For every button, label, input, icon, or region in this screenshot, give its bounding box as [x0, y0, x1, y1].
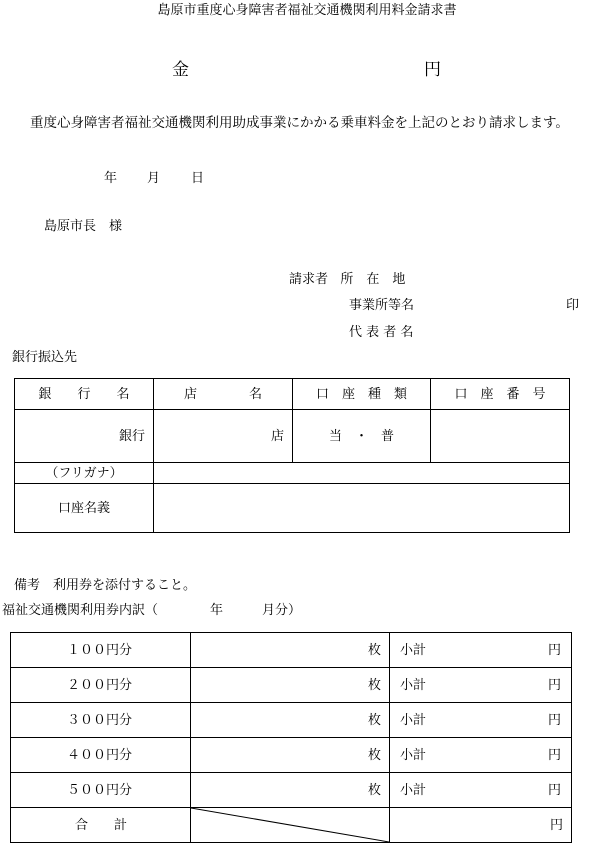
ticket-subtotal-field[interactable] [390, 773, 572, 808]
date-month-label: 月 [147, 171, 161, 186]
ticket-count-field[interactable]: 枚 [191, 668, 390, 703]
yen-unit: 円 [547, 642, 561, 658]
ticket-count-field[interactable]: 枚 [191, 703, 390, 738]
yen-unit: 円 [547, 712, 561, 728]
date-year-label: 年 [104, 171, 118, 186]
branch-name-field[interactable]: 店 [154, 410, 293, 463]
branch-name-header: 店 名 [154, 379, 293, 410]
account-type-field[interactable]: 当 ・ 普 [293, 410, 431, 463]
bank-section-title: 銀行振込先 [12, 350, 78, 365]
total-row [11, 808, 572, 843]
yen-unit: 円 [547, 677, 561, 693]
ticket-denomination: ３００円分 [11, 703, 191, 738]
account-type-header: 口 座 種 類 [293, 379, 431, 410]
office-name-label: 事業所等名 [349, 298, 415, 313]
ticket-subtotal-field[interactable] [390, 633, 572, 668]
total-label: 合 計 [11, 808, 191, 843]
account-number-header: 口 座 番 号 [431, 379, 570, 410]
account-holder-label: 口座名義 [15, 484, 154, 533]
address-label: 所 在 地 [340, 272, 406, 287]
yen-unit: 円 [547, 782, 561, 798]
bank-transfer-table [14, 378, 570, 533]
furigana-field[interactable] [154, 463, 570, 484]
representative-label: 代 表 者 名 [349, 325, 414, 340]
table-row [11, 668, 572, 703]
subtotal-label: 小計 [400, 782, 427, 798]
account-holder-field[interactable] [154, 484, 570, 533]
amount-kin-label: 金 [172, 60, 189, 80]
amount-yen-label: 円 [424, 60, 441, 80]
date-day-label: 日 [191, 171, 205, 186]
account-number-field[interactable] [431, 410, 570, 463]
ticket-breakdown-table [10, 632, 572, 843]
table-row [11, 703, 572, 738]
table-row [11, 773, 572, 808]
total-amount-field[interactable]: 円 [390, 808, 572, 843]
ticket-denomination: ２００円分 [11, 668, 191, 703]
document-title: 島原市重度心身障害者福祉交通機関利用料金請求書 [157, 3, 457, 18]
remarks-note: 備考 利用券を添付すること。 [14, 578, 197, 593]
ticket-subtotal-field[interactable] [390, 738, 572, 773]
bank-name-field[interactable]: 銀行 [15, 410, 154, 463]
furigana-label: （フリガナ） [15, 463, 154, 484]
claim-statement: 重度心身障害者福祉交通機関利用助成事業にかかる乗車料金を上記のとおり請求します。 [30, 115, 569, 131]
ticket-denomination: ４００円分 [11, 738, 191, 773]
ticket-count-field[interactable]: 枚 [191, 738, 390, 773]
subtotal-label: 小計 [400, 677, 427, 693]
ticket-denomination: １００円分 [11, 633, 191, 668]
diagonal-strike [191, 808, 389, 842]
bank-name-header: 銀 行 名 [15, 379, 154, 410]
ticket-denomination: ５００円分 [11, 773, 191, 808]
addressee: 島原市長 様 [44, 219, 123, 234]
yen-unit: 円 [547, 747, 561, 763]
total-count-crossed-cell [191, 808, 390, 843]
table-row [11, 633, 572, 668]
ticket-subtotal-field[interactable] [390, 668, 572, 703]
claimant-address-line [289, 273, 405, 286]
subtotal-label: 小計 [400, 642, 427, 658]
subtotal-label: 小計 [400, 712, 427, 728]
table-row [11, 738, 572, 773]
ticket-subtotal-field[interactable] [390, 703, 572, 738]
ticket-count-field[interactable]: 枚 [191, 773, 390, 808]
claimant-label: 請求者 [289, 272, 329, 287]
ticket-count-field[interactable]: 枚 [191, 633, 390, 668]
ticket-breakdown-title: 福祉交通機関利用券内訳（ 年 月分） [2, 603, 302, 618]
subtotal-label: 小計 [400, 747, 427, 763]
seal-mark: 印 [566, 298, 580, 313]
